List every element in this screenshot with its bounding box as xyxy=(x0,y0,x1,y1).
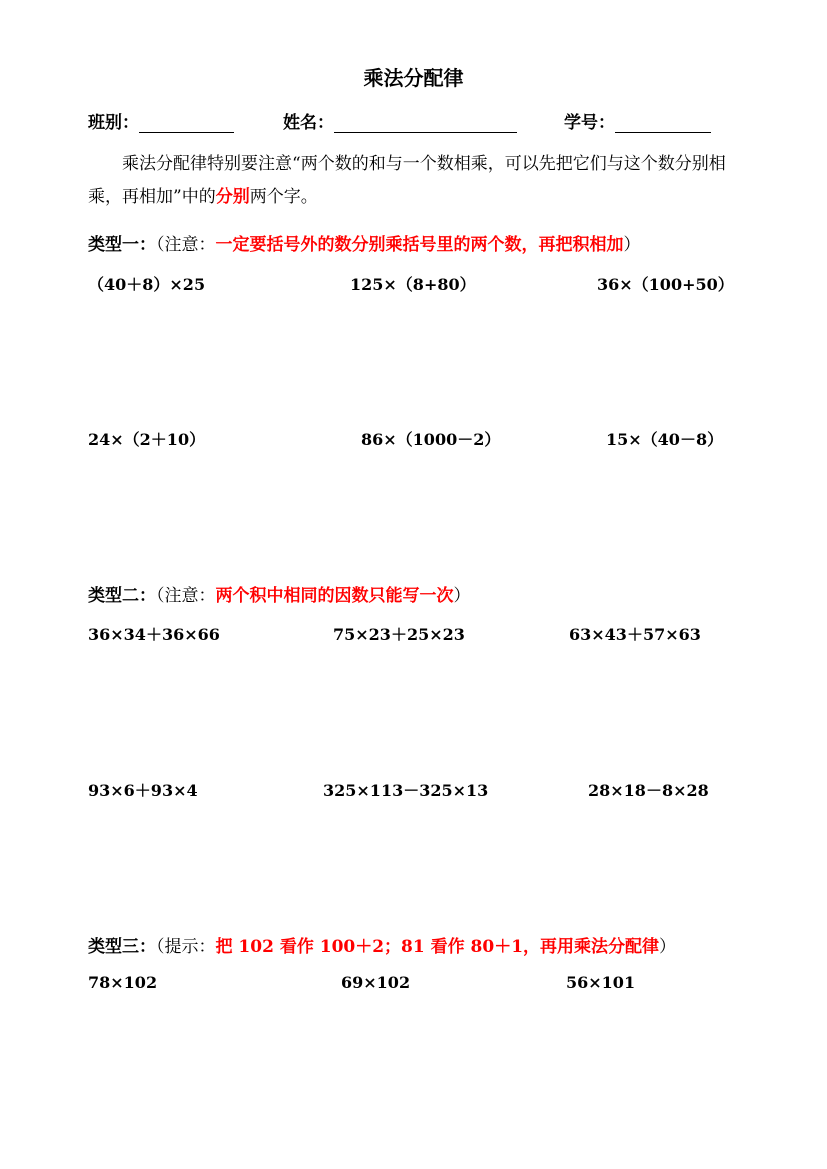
problem: 36×（100+50） xyxy=(597,275,734,294)
problem: 325×113－325×13 xyxy=(323,781,489,800)
problem: 63×43＋57×63 xyxy=(569,625,701,644)
problem: 125×（8+80） xyxy=(350,275,476,294)
intro-text-after: 两个字。 xyxy=(249,187,318,207)
id-field xyxy=(564,108,711,133)
section-note-emphasis: 两个积中相同的因数只能写一次 xyxy=(215,586,454,606)
page-title: 乘法分配律 xyxy=(363,66,464,90)
class-field xyxy=(88,108,234,133)
section-1-heading xyxy=(88,230,641,255)
class-blank[interactable] xyxy=(139,114,234,133)
section-type-label: 类型三： xyxy=(88,937,156,957)
intro-text-before: 乘法分配律特别要注意“两个数的和与一个数相乘，可以先把它们与这个数分别相乘，再相加”中的 xyxy=(88,154,726,207)
problem: 15×（40－8） xyxy=(606,430,724,449)
section-note-open: （提示： xyxy=(156,937,216,957)
section-note-close: ） xyxy=(453,586,471,606)
intro-paragraph xyxy=(88,148,748,214)
problem: 56×101 xyxy=(566,973,636,992)
problem: 75×23＋25×23 xyxy=(333,625,465,644)
section-type-label: 类型二： xyxy=(88,586,156,606)
name-label: 姓名： xyxy=(283,113,334,133)
problem: 78×102 xyxy=(88,973,158,992)
section-note-close: ） xyxy=(623,235,641,255)
problem: 86×（1000－2） xyxy=(361,430,501,449)
problem: 93×6＋93×4 xyxy=(88,781,198,800)
problem: 36×34＋36×66 xyxy=(88,625,220,644)
section-2-heading xyxy=(88,581,471,606)
id-label: 学号： xyxy=(564,113,615,133)
class-label: 班别： xyxy=(88,113,139,133)
section-3-heading xyxy=(88,932,676,957)
name-field xyxy=(283,108,517,133)
section-type-label: 类型一： xyxy=(88,235,156,255)
intro-highlight: 分别 xyxy=(215,187,250,207)
section-note-open: （注意： xyxy=(156,586,216,606)
problem: 24×（2＋10） xyxy=(88,430,206,449)
section-note-open: （注意： xyxy=(156,235,216,255)
problem: （40＋8）×25 xyxy=(88,275,206,294)
section-note-emphasis: 把 102 看作 100＋2；81 看作 80＋1，再用乘法分配律 xyxy=(215,937,660,957)
name-blank[interactable] xyxy=(334,114,517,133)
section-note-emphasis: 一定要括号外的数分别乘括号里的两个数，再把积相加 xyxy=(215,235,624,255)
problem: 69×102 xyxy=(341,973,411,992)
problem: 28×18－8×28 xyxy=(588,781,709,800)
id-blank[interactable] xyxy=(615,114,711,133)
section-note-close: ） xyxy=(659,937,677,957)
